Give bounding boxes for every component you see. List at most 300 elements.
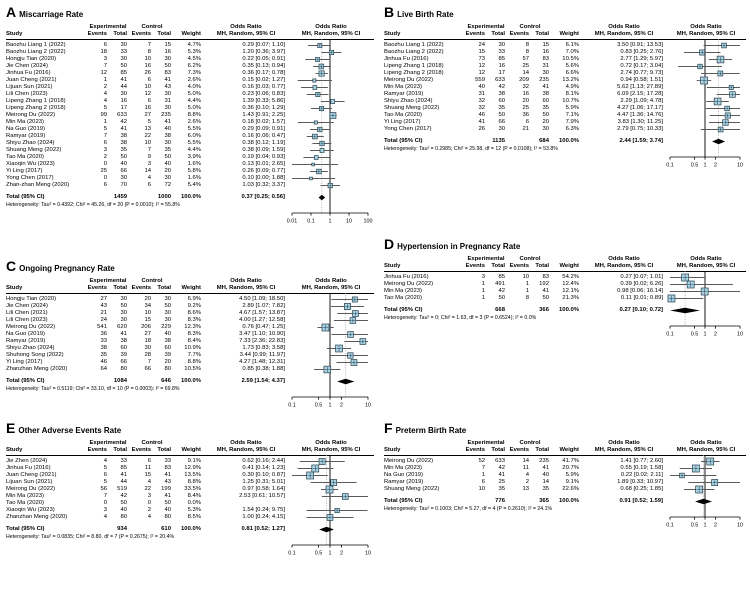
ctrl-events-value: 209 xyxy=(519,77,529,83)
heterogeneity-text: Heterogeneity: Tau² = 0.0835; Chi² = 8.80, df = 7 (P = 0.2675); I² = 20.4% xyxy=(6,534,175,540)
plot-cell xyxy=(288,296,374,303)
ctrl-total-value: 35 xyxy=(542,105,549,111)
axis-row xyxy=(384,322,746,339)
ctrl-events-value: 10 xyxy=(144,140,151,146)
ctrl-events-value: 3 xyxy=(147,161,151,167)
exp-total-value: 25 xyxy=(498,479,505,485)
ctrl-total-value: 30 xyxy=(164,296,171,302)
ctrl-total-value: 41 xyxy=(164,493,171,499)
exp-events-value: 31 xyxy=(478,91,485,97)
study-name: Meirong Du (2022) xyxy=(6,112,56,118)
weight-value: 8.1% xyxy=(565,91,579,97)
ctrl-total-value: 83 xyxy=(164,465,171,471)
study-name: Min Ma (2023) xyxy=(6,119,44,125)
study-name: Baozhu Liang 2 (2022) xyxy=(6,49,66,55)
exp-events-value: 12 xyxy=(100,70,107,76)
exp-events-value: 6 xyxy=(481,479,485,485)
weight-value: 6.1% xyxy=(565,42,579,48)
col-header-mh-random-plot: MH, Random, 95% CI xyxy=(676,263,736,269)
exp-events-value: 559 xyxy=(475,77,485,83)
ctrl-total-value: 83 xyxy=(542,274,549,280)
odds-ratio-ci-text: 0.16 [0.06; 0.47] xyxy=(242,133,285,139)
odds-ratio-ci-text: 6.09 [2.15; 17.28] xyxy=(617,91,663,97)
ctrl-total-value: 60 xyxy=(164,345,171,351)
weight-value: 7.3% xyxy=(187,70,201,76)
weight-value: 9.2% xyxy=(187,303,201,309)
col-header-odds-ratio-text: Odds Ratio xyxy=(608,440,640,446)
exp-total-value: 50 xyxy=(120,154,127,160)
forest-panel-B xyxy=(378,0,750,232)
ctrl-events-value: 6 xyxy=(147,458,151,464)
ctrl-total-value: 43 xyxy=(164,84,171,90)
ctrl-events-value: 10 xyxy=(522,274,529,280)
col-header-experimental: Experimental xyxy=(89,440,127,446)
exp-events-value: 43 xyxy=(100,303,107,309)
study-name: Min Ma (2023) xyxy=(384,465,422,471)
spacer-cell xyxy=(384,440,464,447)
panel-title: Live Birth Rate xyxy=(397,10,454,19)
plot-cell xyxy=(666,84,746,91)
svg-text:1: 1 xyxy=(703,331,707,338)
exp-events-value: 46 xyxy=(478,112,485,118)
odds-ratio-ci-text: 0.23 [0.06; 0.83] xyxy=(242,91,285,97)
study-name: Yi Ling (2017) xyxy=(6,359,43,365)
forest-table xyxy=(384,440,746,530)
heterogeneity-text: Heterogeneity: Tau² = 0.5119; Chi² = 33.10, df = 10 (P = 0.0003); I² = 69.8% xyxy=(6,386,180,392)
ctrl-events-value: 14 xyxy=(522,70,529,76)
spacer-cell xyxy=(384,256,464,263)
study-name: Lili Chen (2023) xyxy=(6,91,48,97)
plot-cell xyxy=(288,465,374,472)
svg-text:2: 2 xyxy=(714,162,718,169)
exp-total-value: 633 xyxy=(495,77,505,83)
col-header-ctrl-total: Total xyxy=(535,447,549,453)
panel-title: Ongoing Pregnancy Rate xyxy=(19,264,115,273)
plot-cell xyxy=(288,507,374,514)
panel-header xyxy=(384,238,746,251)
total-odds-ratio-ci-text: 0.37 [0.25; 0.56] xyxy=(241,194,285,200)
study-name: Lili Chen (2021) xyxy=(6,310,48,316)
study-name: Jinhua Fu (2016) xyxy=(6,70,51,76)
exp-events-value: 1 xyxy=(103,119,107,125)
odds-ratio-ci-text: 3.44 [0.99; 11.97] xyxy=(239,352,285,358)
plot-cell xyxy=(288,352,374,359)
odds-ratio-ci-text: 0.72 [0.17; 3.04] xyxy=(620,63,663,69)
exp-events-value: 41 xyxy=(478,119,485,125)
ctrl-total-value: 83 xyxy=(164,70,171,76)
svg-text:2: 2 xyxy=(714,522,718,529)
exp-events-value: 4 xyxy=(103,514,107,520)
weight-value: 12.3% xyxy=(184,324,201,330)
odds-ratio-ci-text: 0.29 [0.07; 1.10] xyxy=(242,42,285,48)
ctrl-total-value: 15 xyxy=(164,42,171,48)
ctrl-total-value: 50 xyxy=(164,154,171,160)
ctrl-events-value: 57 xyxy=(522,56,529,62)
plot-cell xyxy=(288,310,374,317)
plot-cell xyxy=(288,345,374,352)
weight-value: 10.7% xyxy=(562,98,579,104)
col-header-experimental: Experimental xyxy=(467,24,505,30)
weight-value: 21.3% xyxy=(562,295,579,301)
exp-total-value: 38 xyxy=(120,338,127,344)
col-header-control: Control xyxy=(519,256,541,262)
odds-ratio-ci-text: 3.83 [1.30; 11.25] xyxy=(617,119,663,125)
plot-cell xyxy=(288,84,374,91)
ctrl-events-value: 22 xyxy=(144,486,151,492)
ctrl-events-value: 20 xyxy=(144,296,151,302)
panel-header xyxy=(384,422,746,435)
exp-events-value: 24 xyxy=(478,42,485,48)
total-exp-total: 668 xyxy=(495,307,505,313)
exp-total-value: 85 xyxy=(498,274,505,280)
study-name: Jinhua Fu (2016) xyxy=(6,465,51,471)
study-name: Zhanzhan Meng (2020) xyxy=(6,514,68,520)
weight-value: 54.2% xyxy=(562,274,579,280)
col-header-ctrl-events: Events xyxy=(131,447,151,453)
col-header-weight: Weight xyxy=(181,447,201,453)
plot-cell xyxy=(288,161,374,168)
total-ctrl-total: 646 xyxy=(161,378,171,384)
col-header-weight: Weight xyxy=(181,285,201,291)
col-header-control: Control xyxy=(141,24,163,30)
study-name: Min Ma (2023) xyxy=(384,84,422,90)
plot-cell xyxy=(288,331,374,338)
exp-total-value: 41 xyxy=(120,77,127,83)
odds-ratio-ci-text: 0.68 [0.25; 1.85] xyxy=(620,486,663,492)
weight-value: 6.3% xyxy=(565,126,579,132)
col-header-ctrl-total: Total xyxy=(535,31,549,37)
svg-text:0.5: 0.5 xyxy=(690,162,699,169)
study-name: Hongju Tian (2020) xyxy=(6,56,57,62)
plot-cell xyxy=(288,338,374,345)
ctrl-events-value: 25 xyxy=(522,105,529,111)
ctrl-events-value: 27 xyxy=(144,331,151,337)
col-header-weight: Weight xyxy=(559,447,579,453)
ctrl-events-value: 18 xyxy=(144,338,151,344)
plot-cell xyxy=(288,493,374,500)
ctrl-total-value: 30 xyxy=(542,70,549,76)
ctrl-total-value: 41 xyxy=(164,77,171,83)
exp-events-value: 5 xyxy=(103,465,107,471)
col-header-mh-random-text: MH, Random, 95% CI xyxy=(594,447,654,453)
exp-events-value: 33 xyxy=(100,338,107,344)
axis-row xyxy=(6,393,374,410)
exp-events-value: 6 xyxy=(103,182,107,188)
odds-ratio-ci-text: 0.76 [0.47; 1.25] xyxy=(242,324,285,330)
panel-header xyxy=(6,260,374,273)
spacer-cell xyxy=(552,24,582,31)
study-name: Min Ma (2023) xyxy=(384,288,422,294)
odds-ratio-ci-text: 5.62 [1.13; 27.89] xyxy=(617,84,663,90)
forest-table xyxy=(384,256,746,339)
ctrl-events-value: 8 xyxy=(525,42,529,48)
odds-ratio-ci-text: 0.13 [0.01; 2.65] xyxy=(242,161,285,167)
odds-ratio-ci-text: 2.89 [1.07; 7.82] xyxy=(242,303,285,309)
study-name: Lipeng Zhang 1 (2018) xyxy=(6,98,66,104)
col-header-mh-random-plot: MH, Random, 95% CI xyxy=(301,31,361,37)
exp-events-value: 5 xyxy=(103,479,107,485)
col-header-mh-random-plot: MH, Random, 95% CI xyxy=(676,31,736,37)
ctrl-total-value: 31 xyxy=(542,63,549,69)
exp-total-value: 30 xyxy=(120,317,127,323)
odds-ratio-ci-text: 4.50 [1.09; 18.50] xyxy=(239,296,285,302)
panel-title: Other Adverse Events Rate xyxy=(18,426,122,435)
ctrl-events-value: 0 xyxy=(147,500,151,506)
total-label: Total (95% CI) xyxy=(384,138,423,144)
ctrl-total-value: 199 xyxy=(161,486,171,492)
ctrl-events-value: 4 xyxy=(147,175,151,181)
weight-value: 8.8% xyxy=(187,359,201,365)
col-header-odds-ratio-plot: Odds Ratio xyxy=(690,24,722,30)
exp-total-value: 85 xyxy=(498,56,505,62)
col-header-study: Study xyxy=(6,31,23,37)
weight-value: 12.9% xyxy=(184,465,201,471)
svg-text:100: 100 xyxy=(363,218,373,225)
weight-value: 13.5% xyxy=(184,472,201,478)
header-rule xyxy=(384,38,746,40)
total-exp-total: 934 xyxy=(117,526,127,532)
exp-events-value: 40 xyxy=(478,84,485,90)
col-header-odds-ratio-text: Odds Ratio xyxy=(608,24,640,30)
exp-total-value: 66 xyxy=(120,359,127,365)
exp-total-value: 633 xyxy=(495,458,505,464)
exp-events-value: 1 xyxy=(481,281,485,287)
panel-header xyxy=(6,6,374,19)
plot-cell xyxy=(288,147,374,154)
exp-total-value: 41 xyxy=(120,331,127,337)
odds-ratio-ci-text: 0.19 [0.04; 0.93] xyxy=(242,154,285,160)
odds-ratio-ci-text: 7.33 [2.36; 22.83] xyxy=(239,338,285,344)
study-name: Yi Ling (2017) xyxy=(384,119,421,125)
exp-events-value: 52 xyxy=(478,458,485,464)
study-name: Hongju Tian (2020) xyxy=(6,296,57,302)
ctrl-events-value: 32 xyxy=(522,84,529,90)
study-name: Shuang Meng (2022) xyxy=(384,486,440,492)
weight-value: 3.9% xyxy=(187,154,201,160)
exp-events-value: 0 xyxy=(103,500,107,506)
plot-cell xyxy=(288,70,374,77)
exp-total-value: 38 xyxy=(120,133,127,139)
svg-text:0.1: 0.1 xyxy=(666,162,674,169)
total-odds-ratio-ci-text: 0.91 [0.52; 1.59] xyxy=(619,498,663,504)
exp-events-value: 0 xyxy=(103,175,107,181)
odds-ratio-ci-text: 0.22 [0.05; 0.91] xyxy=(242,56,285,62)
weight-value: 1.6% xyxy=(187,161,201,167)
ctrl-events-value: 9 xyxy=(147,154,151,160)
col-header-ctrl-events: Events xyxy=(509,447,529,453)
svg-text:10: 10 xyxy=(737,162,743,169)
odds-ratio-ci-text: 0.11 [0.01; 0.89] xyxy=(620,295,663,301)
weight-value: 5.4% xyxy=(187,182,201,188)
col-header-exp-total: Total xyxy=(491,447,505,453)
total-exp-total: 1135 xyxy=(492,138,505,144)
exp-total-value: 30 xyxy=(120,296,127,302)
ctrl-events-value: 13 xyxy=(144,126,151,132)
ctrl-events-value: 8 xyxy=(525,49,529,55)
study-name: Juan Cheng (2021) xyxy=(6,77,57,83)
total-weight: 100.0% xyxy=(559,307,579,313)
col-header-exp-total: Total xyxy=(113,447,127,453)
ctrl-events-value: 3 xyxy=(147,493,151,499)
total-weight: 100.0% xyxy=(559,498,579,504)
axis-row xyxy=(384,513,746,530)
plot-cell xyxy=(666,42,746,49)
ctrl-events-value: 10 xyxy=(144,84,151,90)
spacer-cell xyxy=(552,256,582,263)
total-ctrl-total: 366 xyxy=(539,307,549,313)
header-rule xyxy=(384,454,746,456)
total-exp-total: 1459 xyxy=(113,194,127,200)
total-label: Total (95% CI) xyxy=(384,498,423,504)
study-name: Yong Chen (2017) xyxy=(384,126,432,132)
col-header-mh-random-plot: MH, Random, 95% CI xyxy=(676,447,736,453)
odds-ratio-ci-text: 0.85 [0.38; 1.88] xyxy=(242,366,285,372)
ctrl-total-value: 33 xyxy=(164,458,171,464)
weight-value: 12.4% xyxy=(562,281,579,287)
ctrl-total-value: 30 xyxy=(164,105,171,111)
weight-value: 41.7% xyxy=(562,458,579,464)
study-name: Zhanzhan Meng (2020) xyxy=(6,366,68,372)
study-name: Shuhong Song (2022) xyxy=(6,352,64,358)
svg-text:0.1: 0.1 xyxy=(288,402,296,409)
exp-events-value: 541 xyxy=(97,324,107,330)
study-name: Shuang Meng (2022) xyxy=(384,105,440,111)
study-name: Xiaoqin Wu (2023) xyxy=(6,161,55,167)
col-header-experimental: Experimental xyxy=(89,278,127,284)
ctrl-total-value: 35 xyxy=(542,486,549,492)
exp-total-value: 519 xyxy=(117,486,127,492)
svg-text:1: 1 xyxy=(703,162,707,169)
exp-total-value: 40 xyxy=(120,507,127,513)
odds-ratio-ci-text: 0.38 [0.12; 1.19] xyxy=(242,140,285,146)
plot-cell xyxy=(288,182,374,189)
weight-value: 2.6% xyxy=(187,77,201,83)
odds-ratio-ci-text: 0.94 [0.58; 1.51] xyxy=(620,77,663,83)
weight-value: 5.0% xyxy=(187,105,201,111)
ctrl-events-value: 7 xyxy=(147,147,151,153)
weight-value: 5.9% xyxy=(565,472,579,478)
ctrl-total-value: 41 xyxy=(542,465,549,471)
weight-value: 12.1% xyxy=(562,288,579,294)
exp-total-value: 30 xyxy=(120,56,127,62)
exp-events-value: 1 xyxy=(481,295,485,301)
exp-total-value: 30 xyxy=(498,42,505,48)
exp-events-value: 1 xyxy=(481,472,485,478)
study-name: Jie Chen (2024) xyxy=(6,303,48,309)
weight-value: 5.5% xyxy=(187,140,201,146)
ctrl-total-value: 20 xyxy=(542,119,549,125)
exp-events-value: 3 xyxy=(103,507,107,513)
odds-ratio-ci-text: 3.47 [1.10; 10.90] xyxy=(239,331,285,337)
exp-total-value: 50 xyxy=(120,63,127,69)
ctrl-total-value: 16 xyxy=(542,49,549,55)
svg-text:0.1: 0.1 xyxy=(307,218,315,225)
col-header-odds-ratio-plot: Odds Ratio xyxy=(690,256,722,262)
exp-events-value: 27 xyxy=(100,296,107,302)
ctrl-events-value: 13 xyxy=(522,486,529,492)
ctrl-total-value: 30 xyxy=(164,91,171,97)
weight-value: 6.0% xyxy=(187,133,201,139)
axis-row xyxy=(6,209,374,226)
forest-panel-C xyxy=(0,254,378,416)
plot-cell xyxy=(666,138,746,145)
study-name: Baozhu Liang 1 (2022) xyxy=(384,42,444,48)
plot-cell xyxy=(288,324,374,331)
total-ctrl-total: 684 xyxy=(539,138,549,144)
ctrl-events-value: 21 xyxy=(522,126,529,132)
plot-cell xyxy=(288,458,374,465)
total-weight: 100.0% xyxy=(181,526,201,532)
col-header-experimental: Experimental xyxy=(467,440,505,446)
ctrl-total-value: 50 xyxy=(164,303,171,309)
svg-text:10: 10 xyxy=(365,550,371,557)
svg-text:0.1: 0.1 xyxy=(666,522,674,529)
study-name: Zhan-zhan Meng (2020) xyxy=(6,182,70,188)
ctrl-events-value: 66 xyxy=(144,366,151,372)
total-weight: 100.0% xyxy=(559,138,579,144)
study-name: Jie Zhen (2024) xyxy=(6,458,48,464)
weight-value: 10.5% xyxy=(562,56,579,62)
study-name: Juan Cheng (2021) xyxy=(6,472,57,478)
weight-value: 6.2% xyxy=(187,63,201,69)
odds-ratio-ci-text: 2.74 [0.77; 9.73] xyxy=(620,70,663,76)
ctrl-events-value: 12 xyxy=(144,91,151,97)
odds-ratio-ci-text: 0.98 [0.06; 16.14] xyxy=(617,288,663,294)
weight-value: 5.0% xyxy=(187,91,201,97)
panel-letter: E xyxy=(6,420,16,436)
forest-panel-D xyxy=(378,232,750,416)
exp-events-value: 56 xyxy=(100,486,107,492)
ctrl-events-value: 25 xyxy=(522,63,529,69)
study-name: Lili Chen (2023) xyxy=(6,317,48,323)
odds-ratio-ci-text: 0.30 [0.10; 0.87] xyxy=(242,472,285,478)
col-header-weight: Weight xyxy=(181,31,201,37)
plot-cell xyxy=(666,56,746,63)
total-ctrl-total: 1000 xyxy=(157,194,171,200)
plot-cell xyxy=(288,98,374,105)
weight-value: 10.5% xyxy=(184,366,201,372)
odds-ratio-ci-text: 0.16 [0.03; 0.77] xyxy=(242,84,285,90)
weight-value: 7.1% xyxy=(565,112,579,118)
ctrl-total-value: 40 xyxy=(164,161,171,167)
exp-events-value: 7 xyxy=(103,63,107,69)
weight-value: 7.0% xyxy=(565,49,579,55)
weight-value: 4.4% xyxy=(187,98,201,104)
ctrl-total-value: 235 xyxy=(539,77,549,83)
odds-ratio-ci-text: 0.39 [0.02; 6.26] xyxy=(620,281,663,287)
study-name: Lipeng Zhang 2 (2018) xyxy=(6,105,66,111)
exp-total-value: 70 xyxy=(120,182,127,188)
ctrl-total-value: 16 xyxy=(164,49,171,55)
plot-cell xyxy=(288,194,374,201)
header-rule xyxy=(6,38,374,40)
plot-cell xyxy=(288,175,374,182)
weight-value: 4.7% xyxy=(187,42,201,48)
exp-events-value: 46 xyxy=(100,359,107,365)
ctrl-total-value: 20 xyxy=(164,359,171,365)
ctrl-events-value: 34 xyxy=(144,303,151,309)
ctrl-events-value: 30 xyxy=(144,345,151,351)
col-header-control: Control xyxy=(141,278,163,284)
col-header-ctrl-events: Events xyxy=(509,31,529,37)
ctrl-events-value: 27 xyxy=(144,112,151,118)
plot-cell xyxy=(288,472,374,479)
exp-events-value: 2 xyxy=(103,154,107,160)
axis-row xyxy=(6,541,374,558)
ctrl-events-value: 6 xyxy=(147,98,151,104)
plot-cell xyxy=(288,500,374,507)
col-header-experimental: Experimental xyxy=(467,256,505,262)
